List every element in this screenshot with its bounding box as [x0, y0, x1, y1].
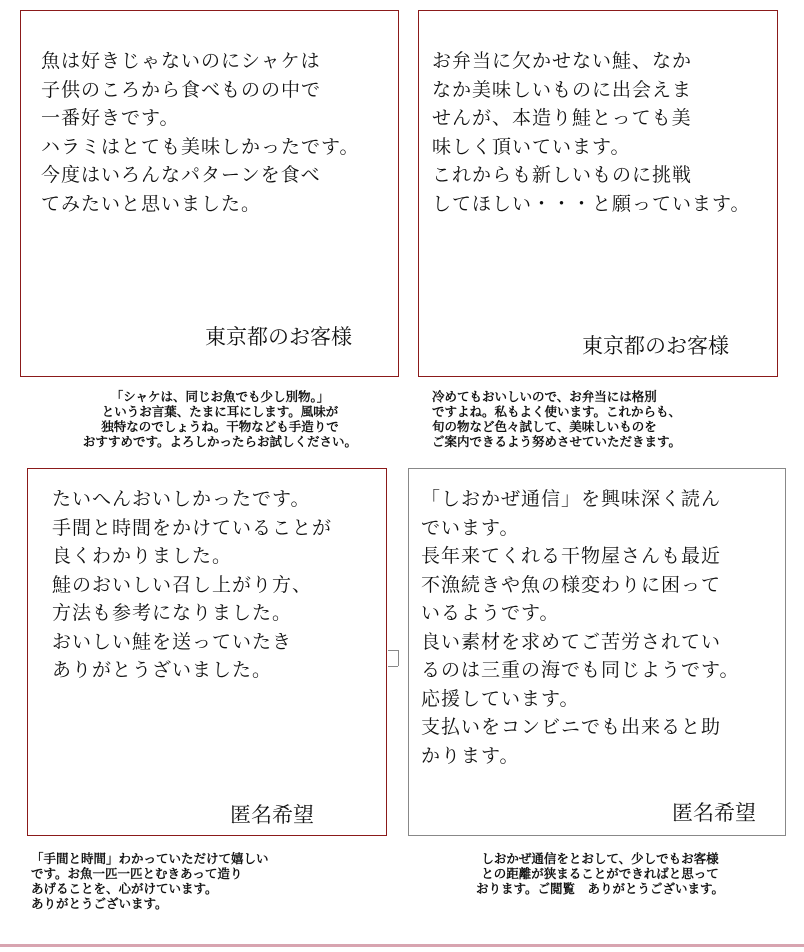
divider-tick [388, 666, 398, 667]
customer-signature: 東京都のお客様 [205, 325, 352, 349]
customer-message: 魚は好きじゃないのにシャケは 子供のころから食べものの中で 一番好きです。 ハラミはとても美味しかったです。 今度はいろんなパターンを食べ てみたいと思いました。 [41, 50, 360, 215]
message-card-2 [418, 10, 778, 377]
customer-message: お弁当に欠かせない鮭、なか なか美味しいものに出会えま せんが、本造り鮭とっても美 味しく頂いています。 これからも新しいものに挑戦 してほしい・・・と願っています。 [432, 50, 751, 215]
shop-reply-2: 冷めてもおいしいので、お弁当には格別 ですよね。私もよく使います。これからも、 旬の物など色々試して、美味しいものを ご案内できるよう努めさせていただきます。 [432, 389, 682, 449]
message-card-4 [408, 468, 786, 836]
customer-signature: 匿名希望 [672, 801, 756, 825]
bottom-divider [0, 944, 804, 947]
customer-signature: 東京都のお客様 [582, 334, 729, 358]
customer-message: 「しおかぜ通信」を興味深く読ん でいます。 長年来てくれる干物屋さんも最近 不漁続きや魚の様変わりに困って いるようです。 良い素材を求めてご苦労されてい るのは三重の海でも同じようです。 応援しています。 支払いをコンビニでも出来ると助 かります。 [421, 488, 740, 767]
customer-signature: 匿名希望 [230, 803, 314, 827]
shop-reply-3: 「手間と時間」わかっていただけて嬉しい です。お魚一匹一匹とむきあって造り あげることを、心がけています。 ありがとうございます。 [31, 851, 269, 911]
message-card-3 [27, 468, 387, 836]
shop-reply-4: しおかぜ通信をとおして、少しでもお客様 との距離が狭まることができればと思って おります。ご閲覧 ありがとうございます。 [475, 851, 724, 896]
message-card-1 [20, 10, 399, 377]
divider-tick [388, 650, 398, 651]
customer-message: たいへんおいしかったです。 手間と時間をかけていることが 良くわかりました。 鮭のおいしい召し上がり方、 方法も参考になりました。 おいしい鮭を送っていたき ありがとうざいました。 [52, 488, 333, 681]
divider-tick [398, 650, 399, 666]
shop-reply-1: 「シャケは、同じお魚でも少し別物。」 というお言葉、たまに耳にします。風味が 独特なのでしょうね。干物なども手造りで おすすめです。よろしかったらお試しください。 [82, 389, 358, 449]
